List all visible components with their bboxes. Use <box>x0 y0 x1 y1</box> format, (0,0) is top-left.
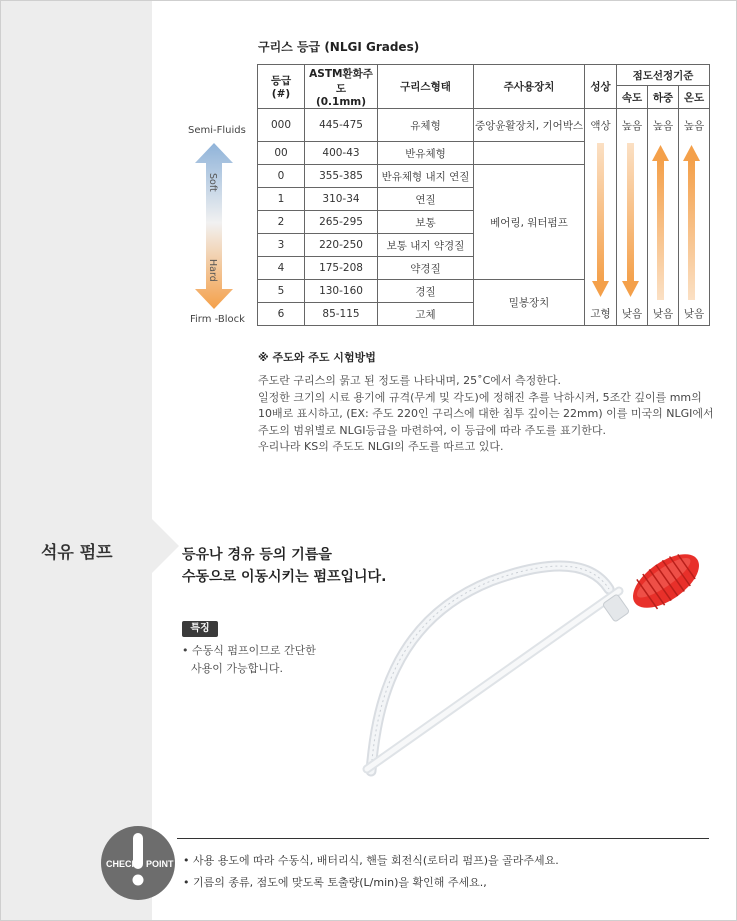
cell-astm: 445-475 <box>305 109 378 142</box>
cell-form: 유체형 <box>378 109 474 142</box>
cell-form: 보통 <box>378 211 474 234</box>
cell-grade: 2 <box>258 211 305 234</box>
cell-load-top: 높음 <box>648 109 679 142</box>
scale-top-label: Semi-Fluids <box>188 125 246 136</box>
header-criteria: 점도선정기준 <box>617 65 710 86</box>
cell-grade: 6 <box>258 303 305 326</box>
checkpoint-badge-icon <box>100 825 176 901</box>
note-line: 우리나라 KS의 주도도 NLGI의 주도를 따르고 있다. <box>258 440 504 453</box>
scale-bottom-label: Firm -Block <box>190 314 245 325</box>
header-grade-line1: 등급 <box>270 75 292 87</box>
section-title: 석유 펌프 <box>41 543 113 563</box>
criteria-arrows <box>585 141 710 301</box>
cell-astm: 85-115 <box>305 303 378 326</box>
checkpoint-label-check: CHECK <box>106 859 139 869</box>
cell-astm: 355-385 <box>305 165 378 188</box>
cell-grade: 0 <box>258 165 305 188</box>
cell-grade: 4 <box>258 257 305 280</box>
section-chevron-icon <box>151 518 181 574</box>
note-title: ※ 주도와 주도 시험방법 <box>258 351 376 364</box>
header-form: 구리스형태 <box>378 65 474 109</box>
scale-soft-label: Soft <box>207 173 218 192</box>
cell-grade: 5 <box>258 280 305 303</box>
note-line: 10배로 표시하고, (EX: 주도 220인 구리스에 대한 침투 깊이는 22mm) 이를 미국의 NLGI에서 <box>258 407 714 420</box>
feature-text <box>182 642 316 678</box>
cell-grade: 000 <box>258 109 305 142</box>
checkpoint-divider <box>177 838 709 839</box>
header-astm <box>305 65 378 109</box>
temp-up-arrow-icon <box>683 145 700 300</box>
cell-astm: 265-295 <box>305 211 378 234</box>
cell-form: 고체 <box>378 303 474 326</box>
siphon-pump-image <box>351 541 721 781</box>
checkpoint-line2: • 기름의 종류, 점도에 맞도록 토출량(L/min)을 확인해 주세요., <box>183 876 487 889</box>
cell-astm: 175-208 <box>305 257 378 280</box>
feature-line1: • 수동식 펌프이므로 간단한 <box>182 644 316 657</box>
pump-bulb-icon <box>624 544 708 619</box>
table-row <box>258 109 710 142</box>
scale-hard-label: Hard <box>207 259 218 282</box>
cell-astm: 220-250 <box>305 234 378 257</box>
cell-astm: 130-160 <box>305 280 378 303</box>
cell-phase-bottom: 고형 <box>585 303 617 326</box>
checkpoint-text <box>183 850 559 894</box>
cell-grade: 00 <box>258 142 305 165</box>
headline-line2: 수동으로 이동시키는 펌프입니다. <box>182 569 387 585</box>
header-grade <box>258 65 305 109</box>
cell-temp-bottom: 낮음 <box>679 303 710 326</box>
header-grade-line2: (#) <box>271 88 291 100</box>
cell-astm: 310-34 <box>305 188 378 211</box>
left-band <box>1 1 152 921</box>
checkpoint-line1: • 사용 용도에 따라 수동식, 배터리식, 핸들 회전식(로터리 펌프)을 골라주세요. <box>183 854 559 867</box>
cell-speed-top: 높음 <box>617 109 648 142</box>
cell-form: 반유체형 내지 연질 <box>378 165 474 188</box>
note-line: 일정한 크기의 시료 용기에 규격(무게 및 각도)에 정해진 추를 낙하시켜, 5조간 깊이를 mm의 <box>258 390 702 404</box>
table-title: 구리스 등급 (NLGI Grades) <box>258 40 420 54</box>
headline-line1: 등유나 경유 등의 기름을 <box>182 547 332 563</box>
header-speed: 속도 <box>617 86 648 109</box>
feature-line2: 사용이 가능합니다. <box>191 662 284 675</box>
cell-device-top: 중앙윤활장치, 기어박스 <box>474 109 585 142</box>
cell-device-empty <box>474 142 585 165</box>
note-body <box>258 373 714 456</box>
header-astm-line1: ASTM환화주도 <box>309 67 373 95</box>
cell-form: 연질 <box>378 188 474 211</box>
note-line: 주도란 구리스의 묽고 된 정도를 나타내며, 25˚C에서 측정한다. <box>258 374 562 387</box>
cell-device-bottom: 밀봉장치 <box>474 280 585 326</box>
cell-device-middle: 베어링, 워터펌프 <box>474 165 585 280</box>
load-up-arrow-icon <box>652 145 669 300</box>
cell-form: 경질 <box>378 280 474 303</box>
cell-grade: 1 <box>258 188 305 211</box>
cell-phase-top: 액상 <box>585 109 617 142</box>
phase-down-arrow-icon <box>592 143 609 297</box>
checkpoint-label-point: POINT <box>146 859 174 869</box>
cell-temp-top: 높음 <box>679 109 710 142</box>
header-load: 하중 <box>648 86 679 109</box>
header-phase: 성상 <box>585 65 617 109</box>
consistency-scale-arrow-icon <box>191 143 237 309</box>
feature-badge: 특징 <box>182 621 218 637</box>
cell-grade: 3 <box>258 234 305 257</box>
header-temp: 온도 <box>679 86 710 109</box>
cell-form: 보통 내지 약경질 <box>378 234 474 257</box>
cell-astm: 400-43 <box>305 142 378 165</box>
cell-load-bottom: 낮음 <box>648 303 679 326</box>
header-astm-line2: (0.1mm) <box>315 95 367 108</box>
cell-form: 반유체형 <box>378 142 474 165</box>
header-device: 주사용장치 <box>474 65 585 109</box>
note-line: 주도의 범위별로 NLGI등급을 마련하여, 이 등급에 따라 주도를 표기한다. <box>258 423 606 437</box>
cell-form: 약경질 <box>378 257 474 280</box>
cell-speed-bottom: 낮음 <box>617 303 648 326</box>
speed-down-arrow-icon <box>622 143 639 297</box>
